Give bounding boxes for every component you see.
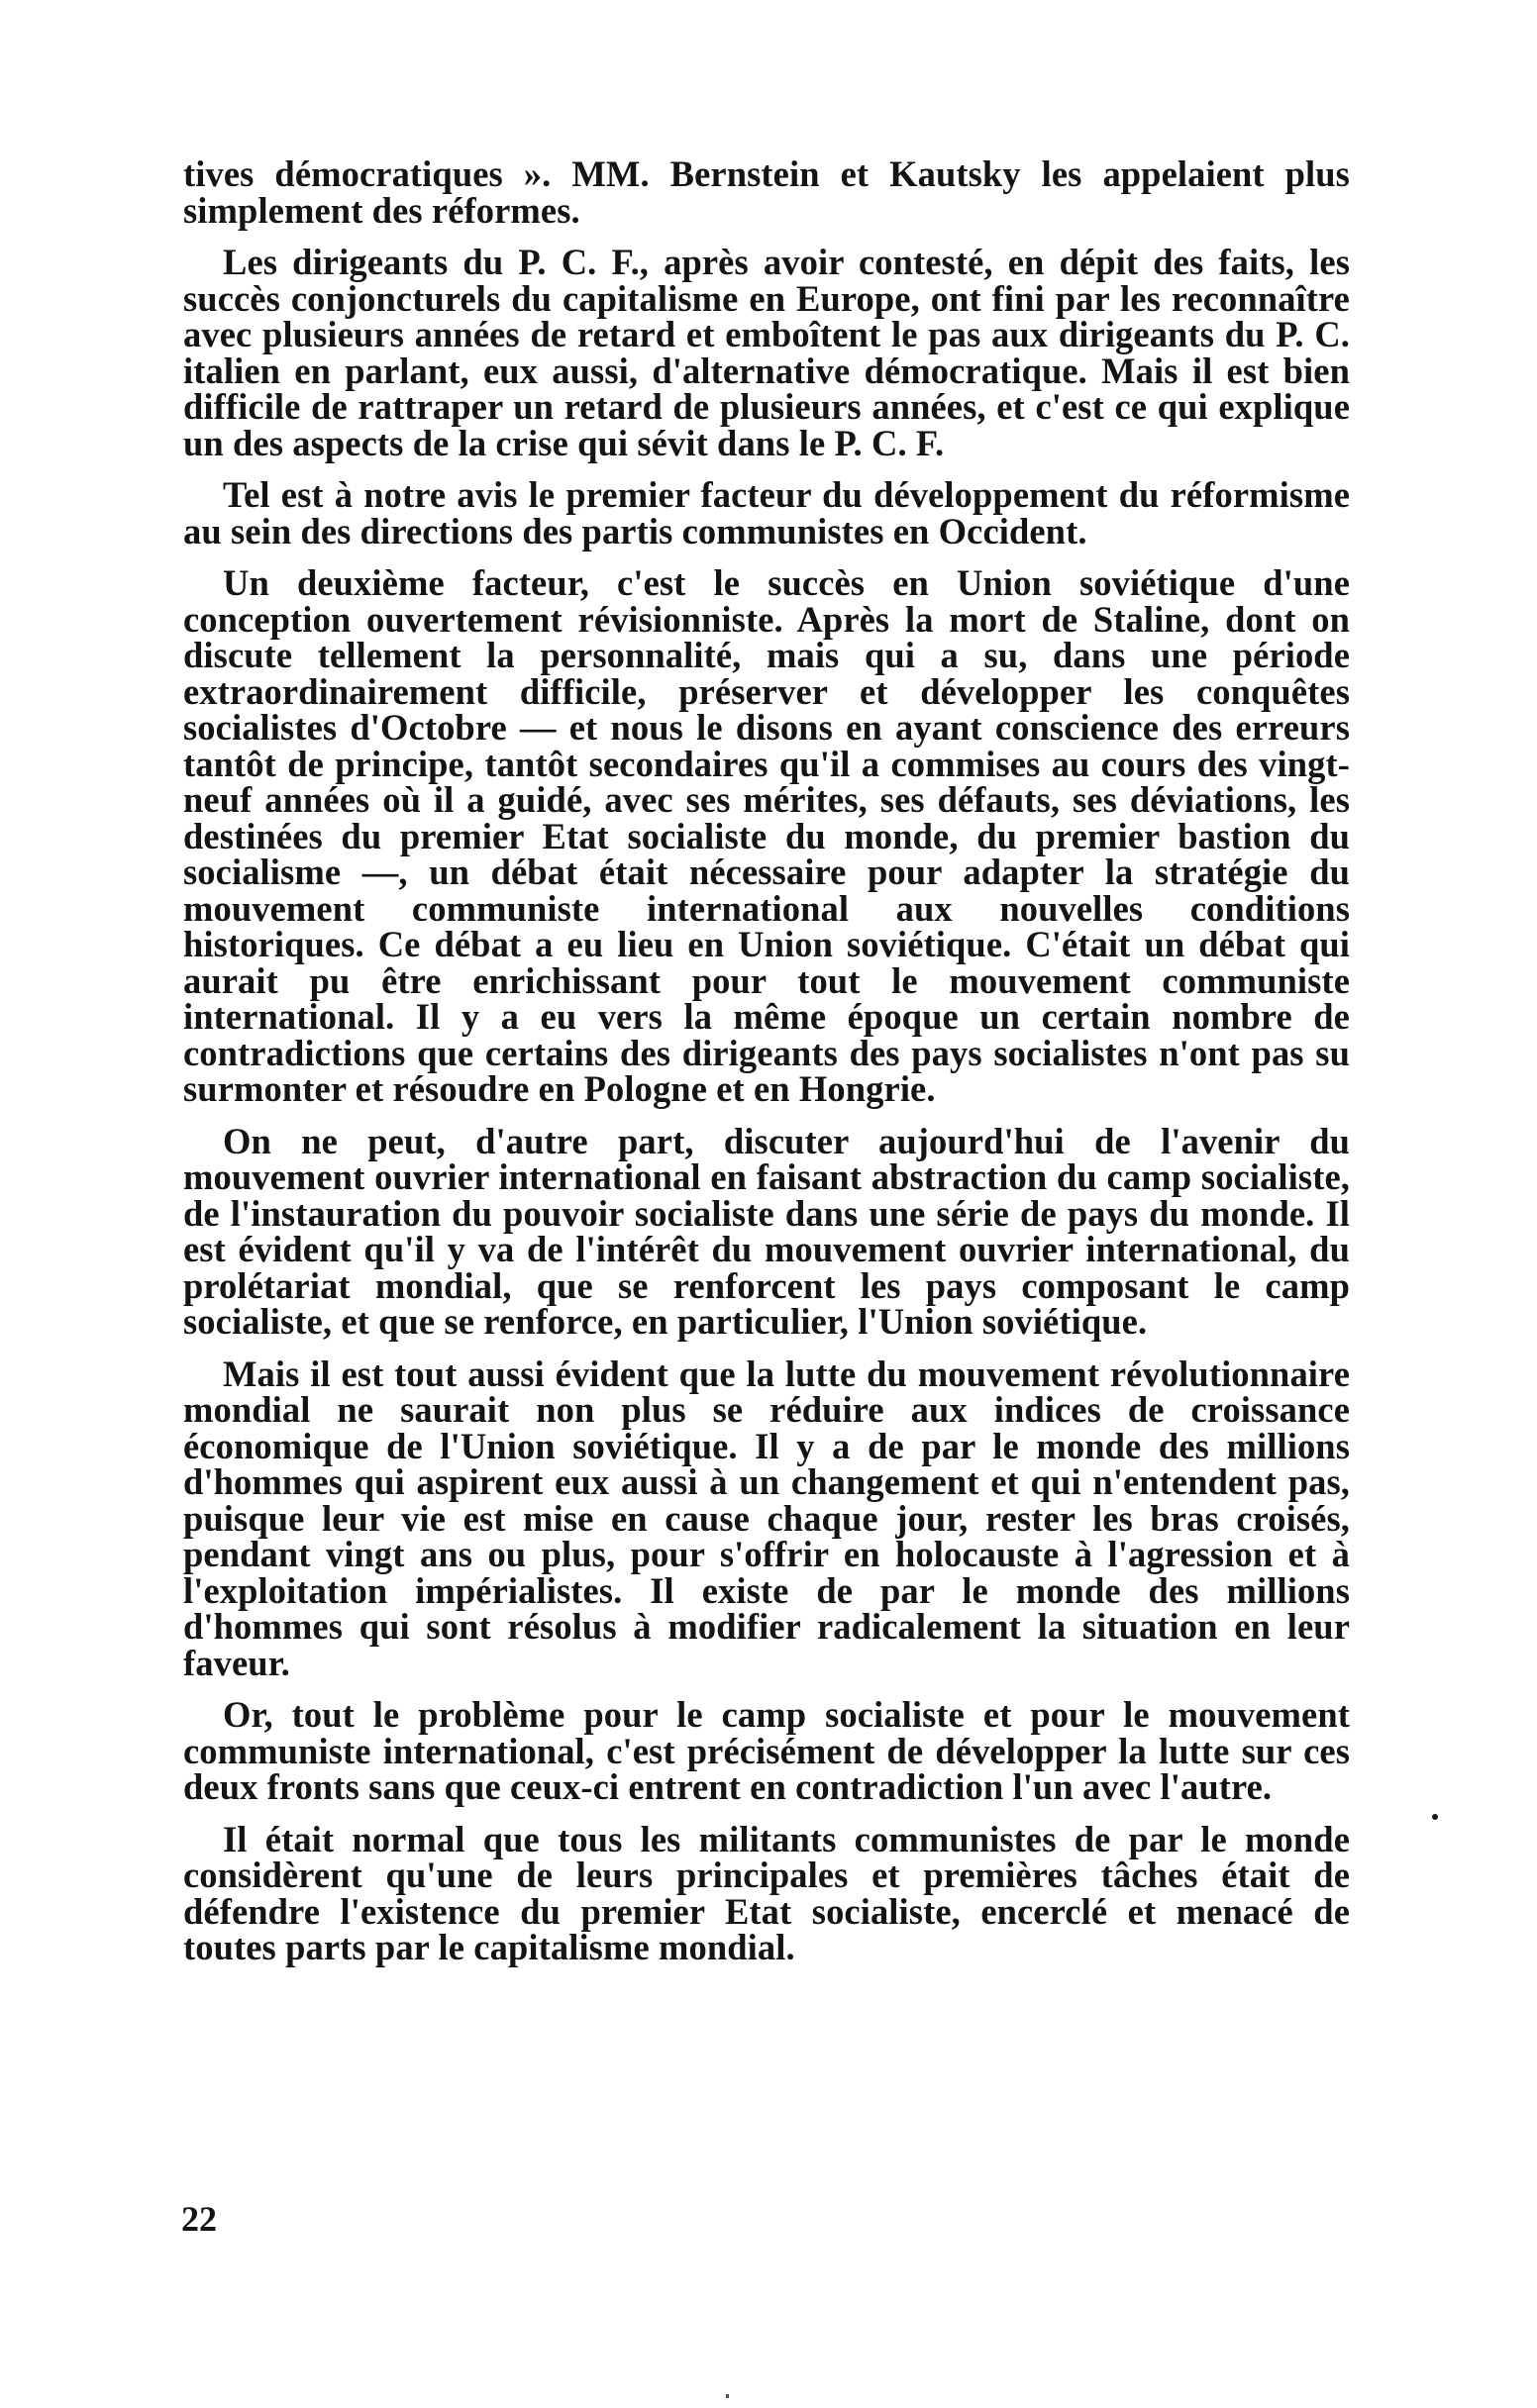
body-text bbox=[183, 153, 1350, 1967]
paragraph-4: Un deuxième facteur, c'est le succès en Union soviétique d'une conception ouvertement révisionniste. Après la mort de Staline, dont on discute tellement la personnalité, mais qui a su, dans une période extraordinairement difficile, préserver et développer les conquêtes socialistes d'Octobre — et nous le disons en ayant conscience des erreurs tantôt de principe, tantôt secondaires qu'il a commises au cours des vingt-neuf années où il a guidé, avec ses mérites, ses défauts, ses déviations, les destinées du premier Etat socialiste du monde, du premier bastion du socialisme —, un débat était nécessaire pour adapter la stratégie du mouvement communiste international aux nouvelles conditions historiques. Ce débat a eu lieu en Union soviétique. C'était un débat qui aurait pu être enrichissant pour tout le mouvement communiste international. Il y a eu vers la même époque un certain nombre de contradictions que certains des dirigeants des pays socialistes n'ont pas su surmonter et résoudre en Pologne et en Hongrie. bbox=[183, 562, 1350, 1109]
page-number: 22 bbox=[181, 2199, 217, 2239]
ink-speck bbox=[1432, 1814, 1438, 1820]
ink-speck-bottom bbox=[726, 2394, 729, 2398]
paragraph-2: Les dirigeants du P. C. F., après avoir contesté, en dépit des faits, les succès conjoncturels du capitalisme en Europe, ont fini par les reconnaître avec plusieurs années de retard et emboîtent le pas aux dirigeants du P. C. italien en parlant, eux aussi, d'alternative démocratique. Mais il est bien difficile de rattraper un retard de plusieurs années, et c'est ce qui explique un des aspects de la crise qui sévit dans le P. C. F. bbox=[183, 242, 1350, 463]
paragraph-5: On ne peut, d'autre part, discuter aujourd'hui de l'avenir du mouvement ouvrier international en faisant abstraction du camp socialiste, de l'instauration du pouvoir socialiste dans une série de pays du monde. Il est évident qu'il y va de l'intérêt du mouvement ouvrier international, du prolétariat mondial, que se renforcent les pays composant le camp socialiste, et que se renforce, en particulier, l'Union soviétique. bbox=[183, 1120, 1350, 1342]
paragraph-3: Tel est à notre avis le premier facteur du développement du réformisme au sein des directions des partis communistes en Occident. bbox=[183, 474, 1350, 552]
paragraph-7: Or, tout le problème pour le camp socialiste et pour le mouvement communiste international, c'est précisément de développer la lutte sur ces deux fronts sans que ceux-ci entrent en contradiction l'un avec l'autre. bbox=[183, 1694, 1350, 1807]
paragraph-1: tives démocratiques ». MM. Bernstein et Kautsky les appelaient plus simplement des réformes. bbox=[183, 153, 1350, 231]
paragraph-8: Il était normal que tous les militants communistes de par le monde considèrent qu'une de leurs principales et premières tâches était de défendre l'existence du premier Etat socialiste, encerclé et menacé de toutes parts par le capitalisme mondial. bbox=[183, 1818, 1350, 1967]
paragraph-6: Mais il est tout aussi évident que la lutte du mouvement révolutionnaire mondial ne saurait non plus se réduire aux indices de croissance économique de l'Union soviétique. Il y a de par le monde des millions d'hommes qui aspirent eux aussi à un changement et qui n'entendent pas, puisque leur vie est mise en cause chaque jour, rester les bras croisés, pendant vingt ans ou plus, pour s'offrir en holocauste à l'agression et à l'exploitation impérialistes. Il existe de par le monde des millions d'hommes qui sont résolus à modifier radicalement la situation en leur faveur. bbox=[183, 1353, 1350, 1683]
